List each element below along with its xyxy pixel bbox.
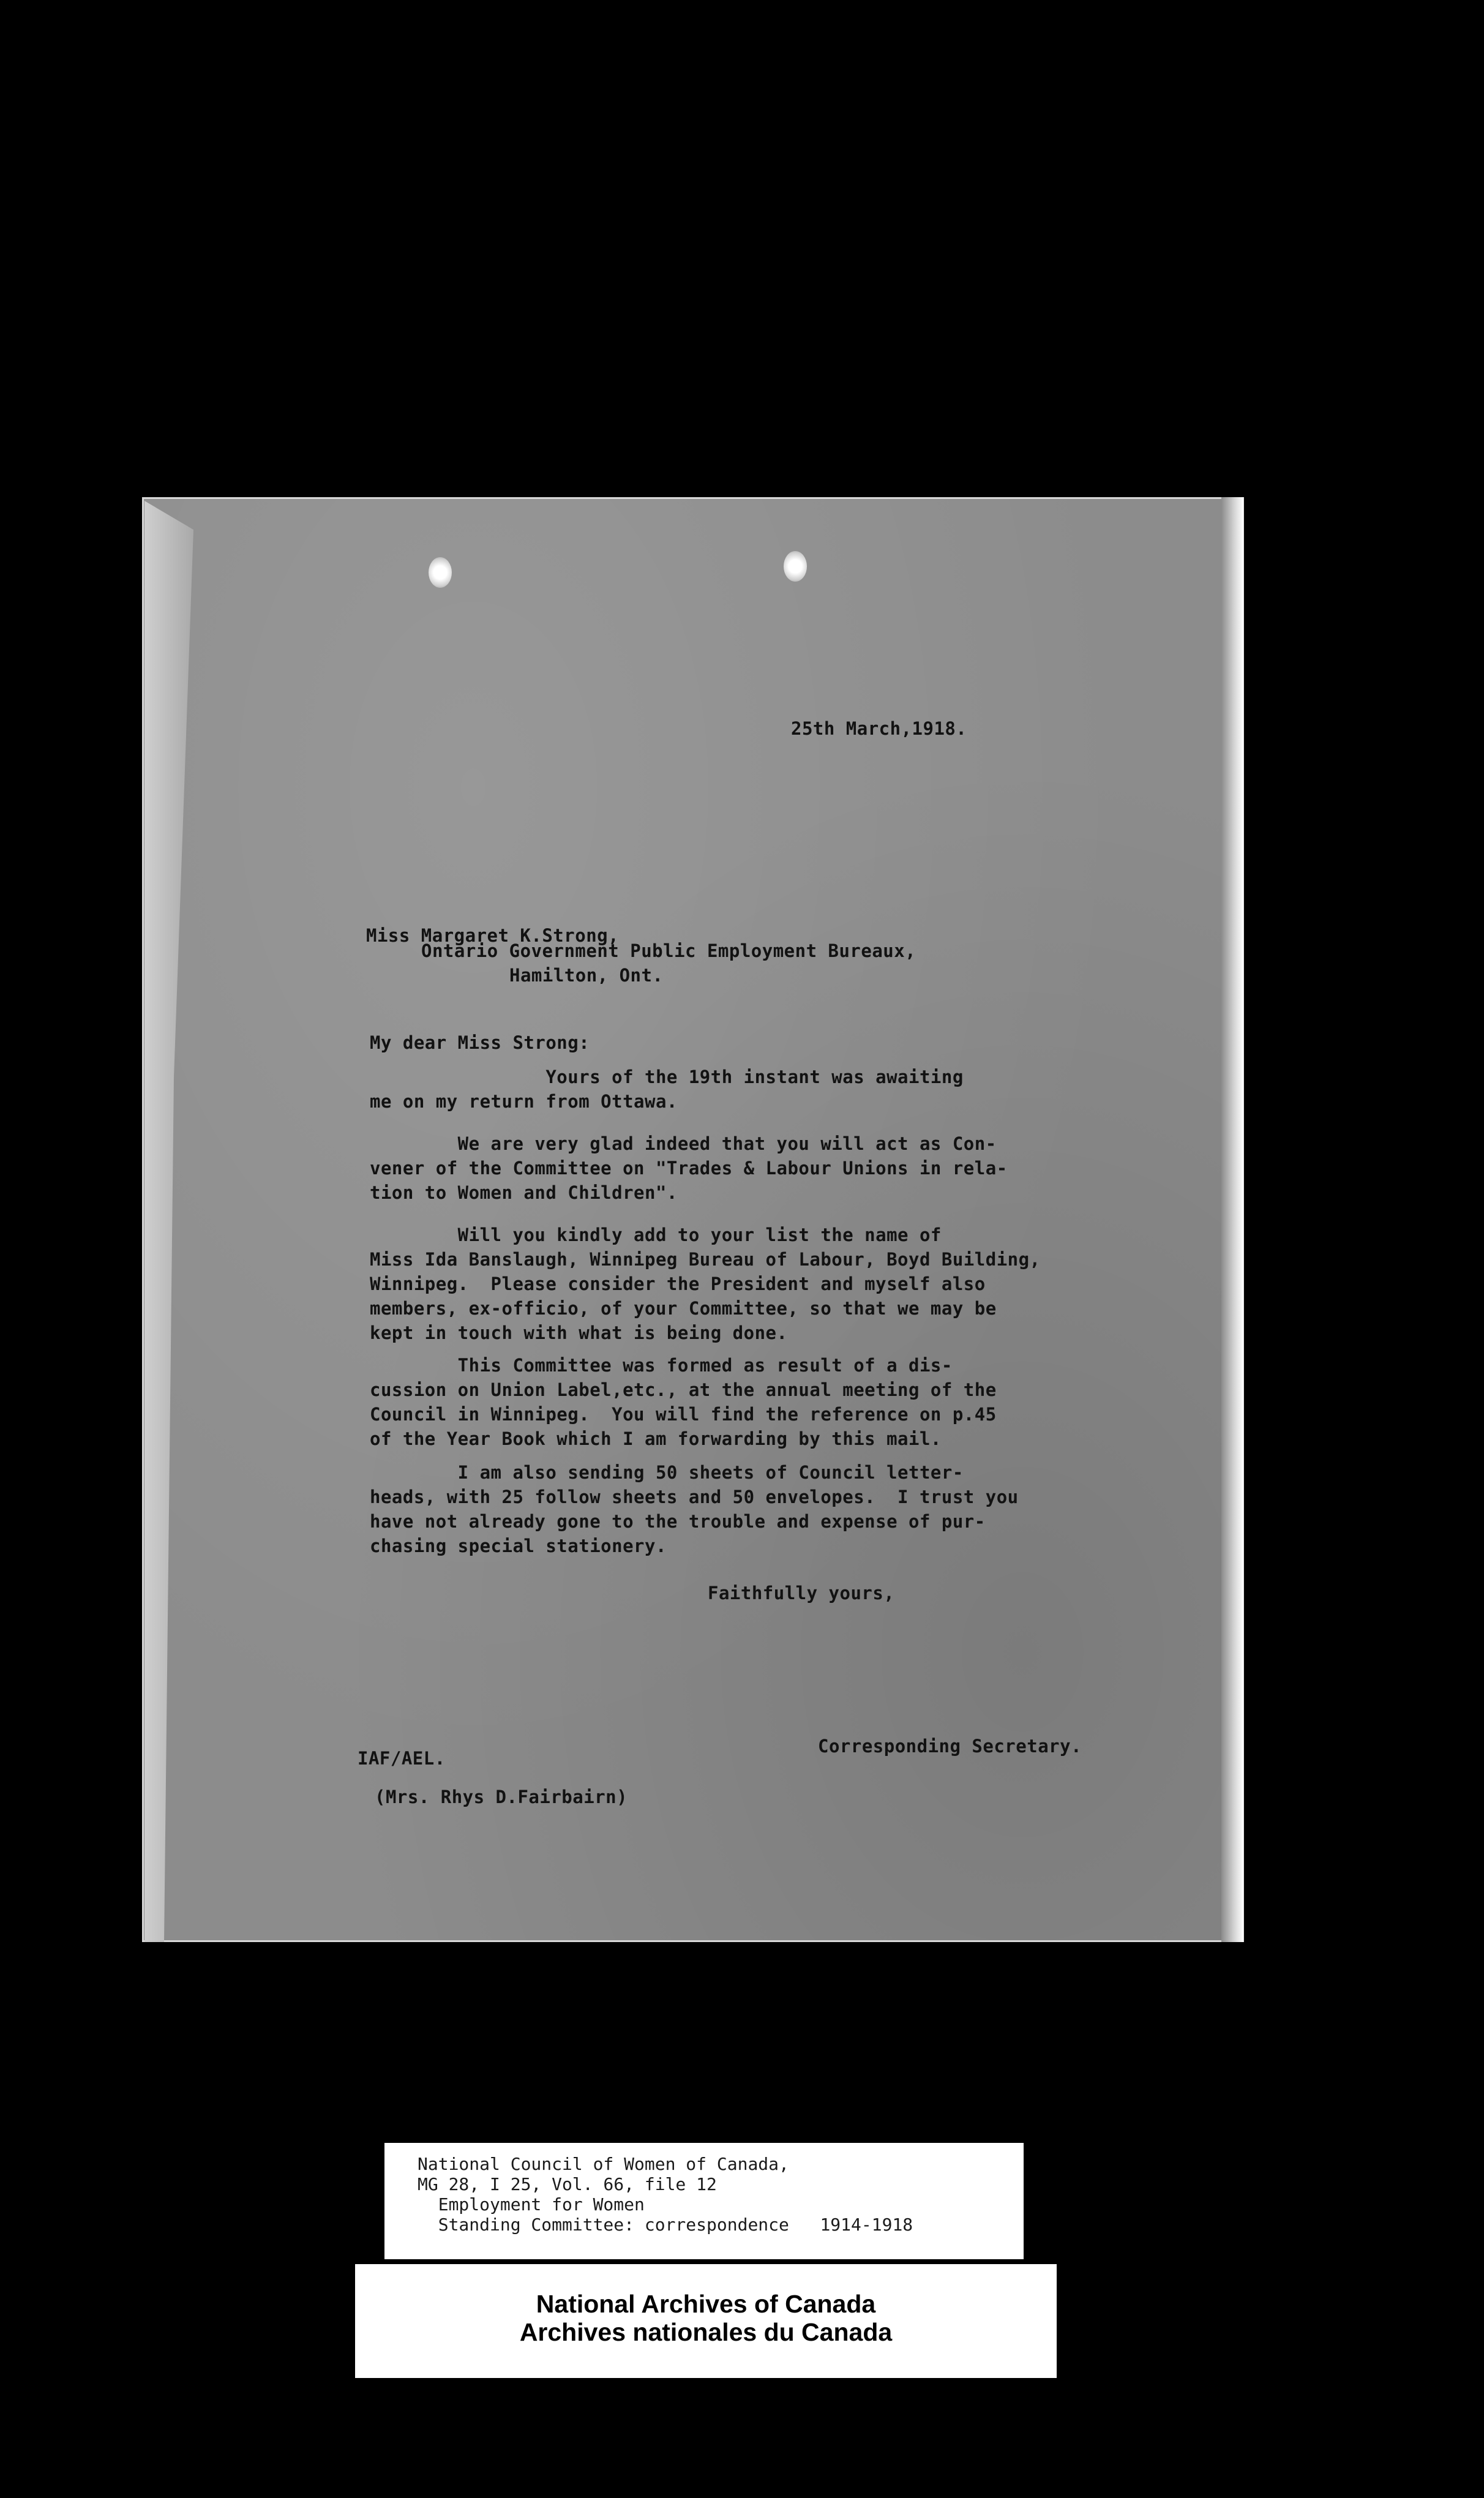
paragraph-line: kept in touch with what is being done. (370, 1322, 788, 1343)
paragraph-line: I am also sending 50 sheets of Council letter- (370, 1462, 964, 1483)
archive-label-line: Standing Committee: correspondence 1914-1918 (418, 2215, 913, 2235)
paragraph-line: This Committee was formed as result of a dis- (370, 1355, 953, 1376)
paragraph-line: tion to Women and Children". (370, 1182, 678, 1203)
paragraph-line: We are very glad indeed that you will act as Con- (370, 1133, 997, 1154)
paragraph-line: cussion on Union Label,etc., at the annual meeting of the (370, 1379, 997, 1400)
recipient-name: Miss Margaret K.Strong, (366, 925, 620, 946)
closing: Faithfully yours, (708, 1583, 895, 1603)
recipient-organization: Ontario Government Public Employment Bureaux, (421, 940, 916, 961)
paragraph-4 (370, 1353, 997, 1451)
archive-label-line: Employment for Women (418, 2194, 645, 2215)
archives-name-fr: Archives nationales du Canada (519, 2318, 893, 2346)
paragraph-1 (370, 1065, 964, 1114)
paragraph-line: Will you kindly add to your list the name of (370, 1225, 942, 1245)
paragraph-line: Miss Ida Banslaugh, Winnipeg Bureau of Labour, Boyd Building, (370, 1249, 1041, 1270)
letter-date: 25th March,1918. (791, 718, 967, 739)
archive-label-line: National Council of Women of Canada, (418, 2154, 789, 2174)
signature-title: Corresponding Secretary. (818, 1736, 1082, 1757)
paragraph-line: have not already gone to the trouble and expense of pur- (370, 1511, 986, 1532)
page-edge-right (1221, 497, 1243, 1942)
archives-banner (355, 2264, 1057, 2378)
paragraph-line: chasing special stationery. (370, 1536, 667, 1556)
archives-name-en: National Archives of Canada (536, 2290, 876, 2318)
paragraph-line: me on my return from Ottawa. (370, 1091, 678, 1112)
paragraph-line: Winnipeg. Please consider the President and myself also (370, 1273, 986, 1294)
paragraph-5 (370, 1460, 1019, 1558)
archive-file-label (384, 2143, 1024, 2259)
salutation: My dear Miss Strong: (370, 1032, 590, 1053)
paragraph-line: heads, with 25 follow sheets and 50 envelopes. I trust you (370, 1487, 1019, 1507)
signer-name: (Mrs. Rhys D.Fairbairn) (375, 1787, 628, 1807)
paragraph-line: Council in Winnipeg. You will find the reference on p.45 (370, 1404, 997, 1425)
recipient-city: Hamilton, Ont. (509, 965, 664, 986)
archive-label-line: MG 28, I 25, Vol. 66, file 12 (418, 2174, 717, 2194)
punch-hole-right (784, 551, 807, 582)
paragraph-3 (370, 1223, 1041, 1345)
paragraph-line: of the Year Book which I am forwarding by this mail. (370, 1428, 942, 1449)
paragraph-line: vener of the Committee on "Trades & Labour Unions in rela- (370, 1158, 1008, 1179)
paragraph-2 (370, 1131, 1008, 1205)
punch-hole-left (429, 557, 452, 588)
letter-page (142, 497, 1244, 1942)
typist-initials: IAF/AEL. (358, 1748, 446, 1769)
paragraph-line: members, ex-officio, of your Committee, so that we may be (370, 1298, 997, 1319)
paragraph-line: Yours of the 19th instant was awaiting (370, 1067, 964, 1087)
